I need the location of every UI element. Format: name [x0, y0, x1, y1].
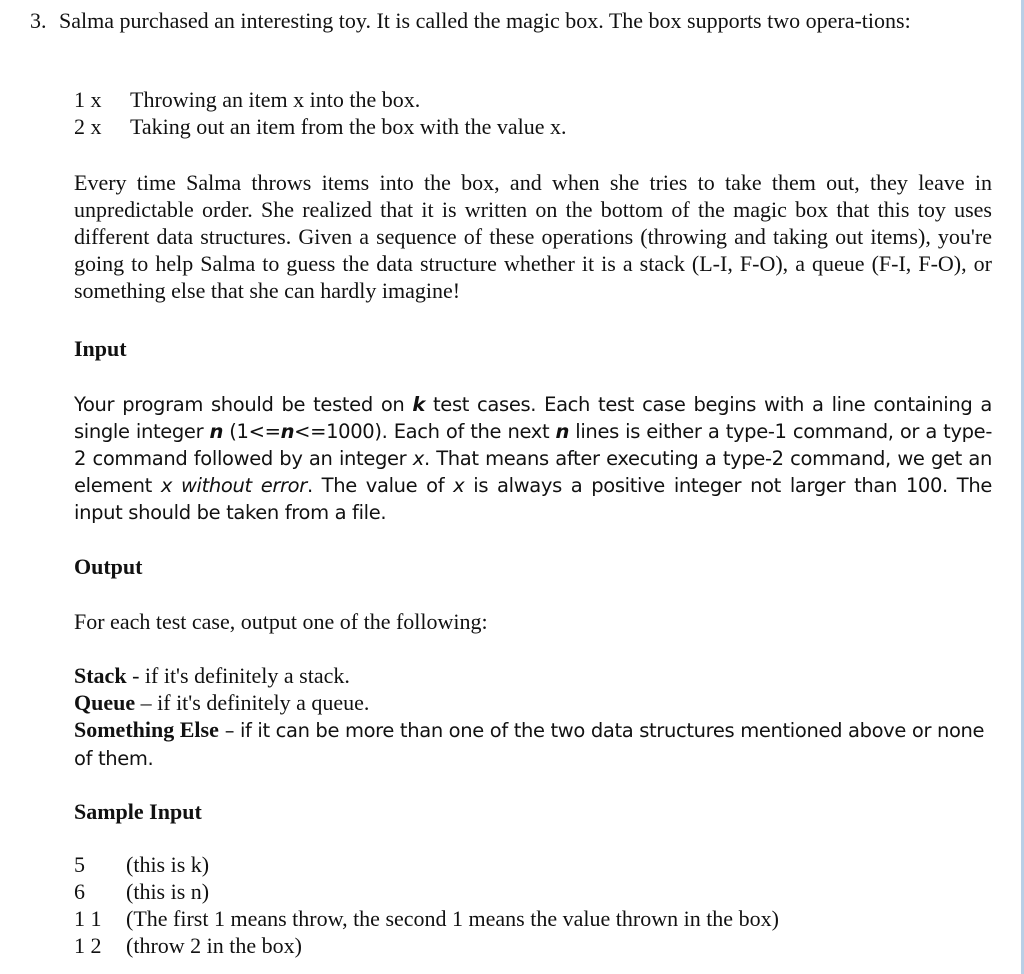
var-x: x	[412, 447, 424, 470]
stack-label: Stack	[74, 663, 127, 688]
queue-label: Queue	[74, 690, 136, 715]
sample-code: 1 2	[74, 933, 102, 958]
else-label: Something Else	[74, 717, 219, 742]
input-text: <=1000). Each of the next	[294, 420, 556, 443]
operation-row	[74, 113, 992, 140]
operation-desc: Throwing an item x into the box.	[130, 87, 421, 112]
var-k: k	[412, 393, 426, 416]
input-text: is always a positive integer not larger than 100. The input should be taken from a file.	[74, 474, 993, 524]
output-option-stack	[74, 662, 992, 689]
sample-input-heading: Sample Input	[74, 799, 202, 824]
sample-row	[74, 905, 992, 932]
output-option-queue	[74, 689, 992, 716]
input-text: (1<=	[223, 420, 281, 443]
sample-code: 1 1	[74, 906, 102, 931]
output-intro: For each test case, output one of the following:	[74, 609, 488, 634]
queue-desc: – if it's definitely a queue.	[135, 690, 370, 715]
sample-desc: (this is k)	[126, 852, 210, 877]
operation-row	[74, 86, 992, 113]
stack-desc: - if it's definitely a stack.	[126, 663, 350, 688]
input-paragraph	[74, 391, 992, 526]
input-text: lines is either a type-1 command, or a type-2 command followed by an integer	[74, 420, 993, 470]
operations-list	[74, 86, 992, 140]
problem-description: Every time Salma throws items into the box, and when she tries to take them out, they leave in unpredictable order. She realized that it is written on the bottom of the magic box that this toy uses different data structures. Given a sequence of these operations (throwing and taking out items), you're going to help Salma to guess the data structure whether it is a stack (L-I, F-O), a queue (F-I, F-O), or something else that she can hardly imagine!	[74, 170, 992, 303]
input-heading: Input	[74, 336, 127, 361]
var-x: x	[160, 474, 173, 497]
input-text: test cases. Each test case begins with a line containing a single integer	[74, 393, 992, 443]
problem-statement	[30, 7, 998, 34]
var-n: n	[280, 420, 295, 443]
input-text: . That means after executing a type-2 command, we get an element	[74, 447, 992, 497]
sample-input-list	[74, 851, 992, 959]
problem-intro: Salma purchased an interesting toy. It is called the magic box. The box supports two opera-tions:	[59, 8, 911, 33]
var-n: n	[555, 420, 570, 443]
problem-number: 3.	[30, 8, 47, 33]
sample-desc: (this is n)	[126, 879, 210, 904]
sample-row	[74, 851, 992, 878]
else-desc: – if it can be more than one of the two data structures mentioned above or none of them.	[74, 719, 985, 770]
var-n: n	[209, 420, 224, 443]
operation-code: 2 x	[74, 114, 102, 139]
sample-row	[74, 932, 992, 959]
without-error-text: without error	[180, 474, 307, 497]
sample-desc: (throw 2 in the box)	[126, 933, 302, 958]
sample-row	[74, 878, 992, 905]
operation-desc: Taking out an item from the box with the value x.	[130, 114, 567, 139]
sample-code: 5	[74, 852, 85, 877]
sample-desc: (The first 1 means throw, the second 1 means the value thrown in the box)	[126, 906, 779, 931]
sample-code: 6	[74, 879, 85, 904]
var-x: x	[453, 474, 465, 497]
operation-code: 1 x	[74, 87, 102, 112]
output-option-else	[74, 716, 992, 772]
output-heading: Output	[74, 554, 143, 579]
input-text: Your program should be tested on	[74, 393, 413, 416]
input-text: . The value of	[306, 474, 454, 497]
